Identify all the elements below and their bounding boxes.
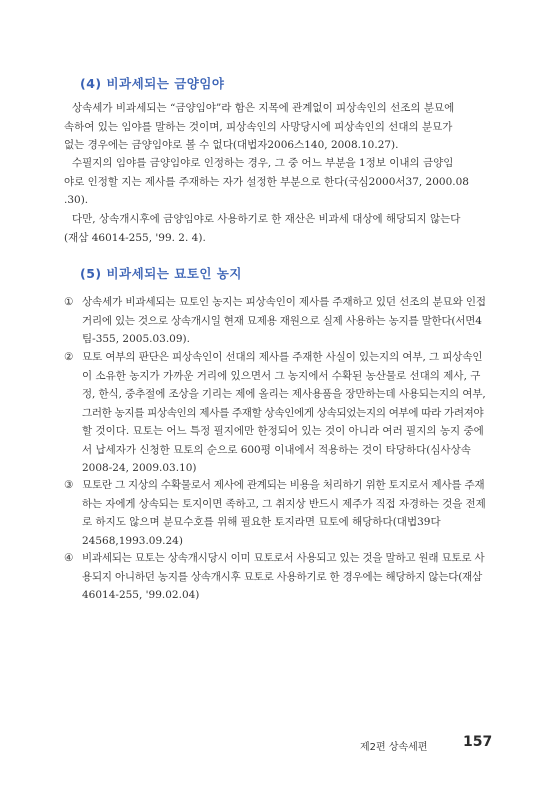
text-line: 팀-355, 2005.03.09). xyxy=(82,333,190,345)
section-4-heading: (4) 비과세되는 금양임야 xyxy=(80,76,225,91)
text-line: 하는 자에게 상속되는 토지이면 족하고, 그 취지상 반드시 제주가 직접 자경하는 것을 전제 xyxy=(82,497,486,510)
text-line: 묘토란 그 지상의 수확물로서 제사에 관계되는 비용을 처리하기 위한 토지로서 제사를 주재 xyxy=(82,479,485,491)
text-line: (재삼 46014-255, '99. 2. 4). xyxy=(64,231,206,244)
page-number: 157 xyxy=(463,734,493,750)
text-line: 상속세가 비과세되는 “금양임야”라 함은 지목에 관계없이 피상속인의 선조의 분묘에 xyxy=(72,102,455,114)
section-5-heading: (5) 비과세되는 묘토인 농지 xyxy=(80,266,242,281)
section-4-paragraph-2 xyxy=(64,154,486,210)
text-line: 묘토 여부의 판단은 피상속인이 선대의 제사를 주재한 사실이 있는지의 여부, 그 피상속인 xyxy=(82,351,483,363)
text-line: 없는 경우에는 금양임야로 볼 수 없다(대법자2006스140, 2008.10.27). xyxy=(64,139,399,151)
text-line: 정, 한식, 중추절에 조상을 기리는 제에 올리는 제사용품을 장만하는데 사용되는지의 여부, xyxy=(82,388,486,400)
list-item xyxy=(64,549,486,605)
text-line: 그러한 농지를 피상속인의 제사를 주재할 상속인에게 상속되었는지의 여부에 따라 가려져야 xyxy=(82,406,484,419)
page-footer xyxy=(360,734,493,753)
text-line: 비과세되는 묘토는 상속개시당시 이미 묘토로서 사용되고 있는 것을 말하고 원래 묘토로 사 xyxy=(82,552,485,564)
item-number: ① xyxy=(64,296,74,308)
section-4-paragraph-1 xyxy=(64,99,486,155)
text-line: 야로 인정할 지는 제사를 주재하는 자가 설정한 부분으로 한다(국심2000서37, 2000.08 xyxy=(64,175,469,188)
text-line: 이 소유한 농지가 가까운 거리에 있으면서 그 농지에서 수확된 농산물로 선대의 제사, 구 xyxy=(82,369,481,382)
item-number: ④ xyxy=(64,552,74,564)
text-line: .30). xyxy=(64,194,89,206)
text-line: 다만, 상속개시후에 금양임야로 사용하기로 한 재산은 비과세 대상에 해당되지 않는다 xyxy=(72,213,461,225)
text-line: 거리에 있는 것으로 상속개시일 현재 묘제용 재원으로 실제 사용하는 농지를 말한다(서면4 xyxy=(82,314,482,327)
text-line: 용되지 아니하던 농지를 상속개시후 묘토로 사용하기로 한 경우에는 해당하지 않는다(재삼 xyxy=(82,570,483,583)
text-line: 상속세가 비과세되는 묘토인 농지는 피상속인이 제사를 주재하고 있던 선조의 분묘와 인접 xyxy=(82,296,486,308)
text-line: 46014-255, '99.02.04) xyxy=(82,589,200,601)
text-line: 수필지의 임야를 금양임야로 인정하는 경우, 그 중 어느 부분을 1정보 이내의 금양임 xyxy=(72,157,454,169)
section-4-paragraph-3 xyxy=(64,210,486,247)
chapter-label: 제2편 상속세편 xyxy=(360,742,428,753)
item-number: ② xyxy=(64,351,74,363)
text-line: 서 납세자가 신청한 묘토의 순으로 600평 이내에서 적용하는 것이 타당하다(심사상속 xyxy=(82,443,471,456)
text-line: 로 하지도 않으며 분묘수호를 위해 필요한 토지라면 묘토에 해당하다(대법39다 xyxy=(82,516,441,528)
list-item xyxy=(64,476,486,550)
text-line: 2008-24, 2009.03.10) xyxy=(82,462,197,474)
list-item xyxy=(64,293,486,349)
text-line: 할 것이다. 묘토는 어느 특정 필지에만 한정되어 있는 것이 아니라 여러 필지의 농지 중에 xyxy=(82,425,484,437)
text-line: 24568,1993.09.24) xyxy=(82,534,183,547)
list-item xyxy=(64,348,486,478)
text-line: 속하여 있는 임야를 말하는 것이며, 피상속인의 사망당시에 피상속인의 선대의 분묘가 xyxy=(64,120,453,133)
item-number: ③ xyxy=(64,479,74,491)
